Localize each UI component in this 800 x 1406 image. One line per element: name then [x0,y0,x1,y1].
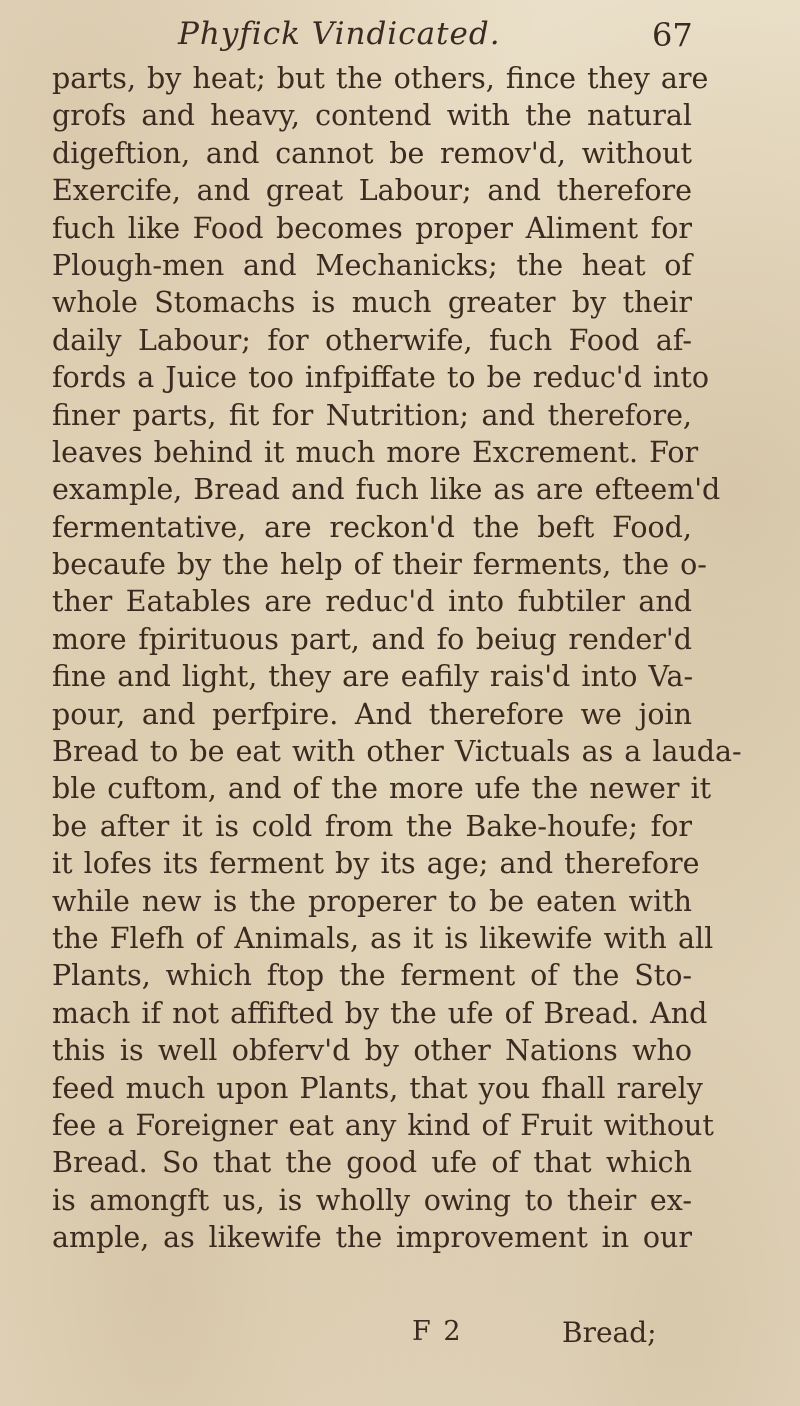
text-line: fuch like Food becomes proper Aliment for [52,211,692,245]
text-line: grofs and heavy, contend with the natural [52,99,692,133]
page-footer [0,1316,800,1356]
text-line: digeftion, and cannot be remov'd, without [52,136,692,170]
page-header [0,14,800,60]
text-line: pour, and perfpire. And therefore we join [52,697,692,731]
catchword: Bread; [562,1316,657,1349]
text-line: fine and light, they are eafily rais'd into Va- [52,660,694,694]
text-line: whole Stomachs is much greater by their [52,286,692,320]
text-line: fermentative, are reckon'd the beft Food, [52,510,692,544]
text-line: finer parts, fit for Nutrition; and therefore, [52,398,692,432]
text-line: daily Labour; for otherwife, fuch Food af- [52,323,692,357]
text-line: Bread. So that the good ufe of that which [52,1146,692,1180]
text-line: ther Eatables are reduc'd into fubtiler and [52,585,692,619]
text-line: this is well obferv'd by other Nations who [52,1034,692,1068]
text-line: Exercife, and great Labour; and therefore [52,174,692,208]
running-title: Phyfick Vindicated. [178,16,501,52]
text-line: Bread to be eat with other Victuals as a lauda- [52,735,742,769]
text-line: be after it is cold from the Bake-houfe; for [52,809,692,843]
text-line: fee a Foreigner eat any kind of Fruit without [52,1108,714,1142]
text-line: Plants, which ftop the ferment of the Sto- [52,959,692,993]
text-line: mach if not affifted by the ufe of Bread. And [52,996,708,1030]
text-line: example, Bread and fuch like as are efteem'd [52,473,721,507]
text-line: more fpirituous part, and fo beiug render'd [52,622,692,656]
text-line: becaufe by the help of their ferments, the o- [52,548,707,582]
signature-mark: F 2 [412,1316,463,1347]
body-text [52,60,742,1257]
text-line: parts, by heat; but the others, fince they are [52,62,709,95]
text-line: it lofes its ferment by its age; and therefore [52,847,700,881]
text-line: is amongft us, is wholly owing to their ex- [52,1183,692,1217]
text-line: Plough-men and Mechanicks; the heat of [52,248,692,282]
text-line: ample, as likewife the improvement in our [52,1221,692,1255]
text-line: feed much upon Plants, that you fhall rarely [52,1071,703,1105]
text-line: the Flefh of Animals, as it is likewife with all [52,921,714,955]
text-line: leaves behind it much more Excrement. For [52,435,699,469]
text-line: fords a Juice too infpiffate to be reduc'd into [52,361,710,395]
text-line: ble cuftom, and of the more ufe the newer it [52,772,712,806]
text-line: while new is the properer to be eaten with [52,884,692,918]
page-number: 67 [652,16,693,54]
